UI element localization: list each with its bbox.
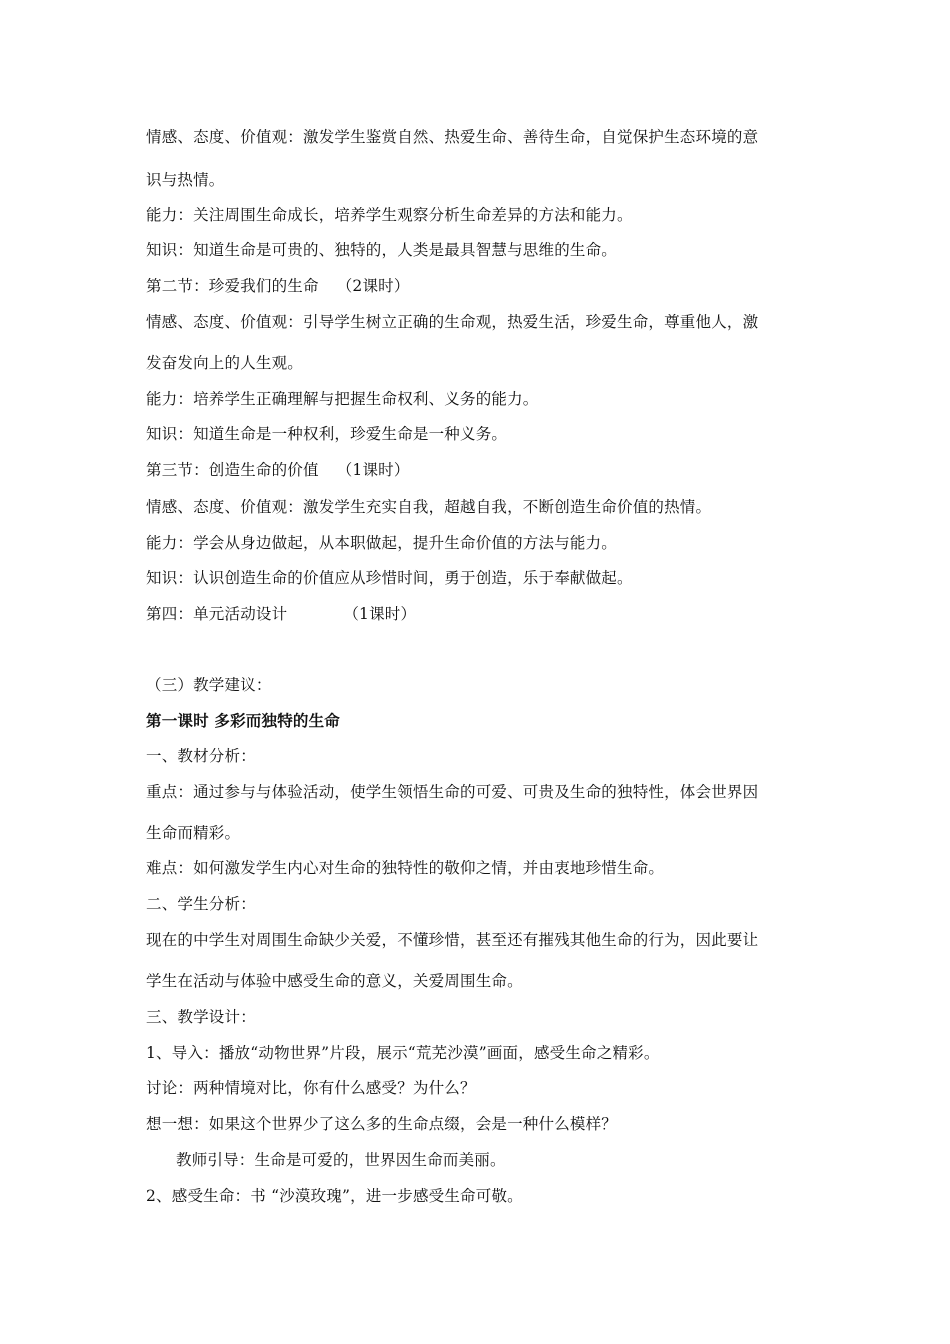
subsection-heading: （三）教学建议： <box>146 676 272 694</box>
text-line: 二、学生分析： <box>146 895 256 913</box>
text-line: 学生在活动与体验中感受生命的意义，关爱周围生命。 <box>146 972 523 990</box>
text-line: 现在的中学生对周围生命缺少关爱，不懂珍惜，甚至还有摧残其他生命的行为，因此要让 <box>146 931 759 949</box>
text-line: 一、教材分析： <box>146 747 256 765</box>
text-line: 教师引导：生命是可爱的，世界因生命而美丽。 <box>176 1151 506 1169</box>
section-heading <box>146 604 826 624</box>
section-hours: （2课时） <box>336 277 410 295</box>
text-line: 发奋发向上的人生观。 <box>146 354 304 372</box>
text-line: 1、导入：播放“动物世界”片段，展示“荒芜沙漠”画面，感受生命之精彩。 <box>146 1044 660 1062</box>
text-line: 知识：知道生命是可贵的、独特的，人类是最具智慧与思维的生命。 <box>146 241 618 259</box>
text-line: 生命而精彩。 <box>146 824 241 842</box>
section-title: 第三节：创造生命的价值 <box>146 461 319 479</box>
section-title: 第四：单元活动设计 <box>146 605 288 623</box>
text-line: 情感、态度、价值观：激发学生充实自我，超越自我，不断创造生命价值的热情。 <box>146 498 712 516</box>
text-line: 能力：培养学生正确理解与把握生命权利、义务的能力。 <box>146 390 539 408</box>
text-line: 能力：学会从身边做起，从本职做起，提升生命价值的方法与能力。 <box>146 534 618 552</box>
text-line: 难点：如何激发学生内心对生命的独特性的敬仰之情，并由衷地珍惜生命。 <box>146 859 665 877</box>
section-hours: （1课时） <box>343 605 417 623</box>
text-line: 三、教学设计： <box>146 1008 256 1026</box>
text-line: 情感、态度、价值观：激发学生鉴赏自然、热爱生命、善待生命，自觉保护生态环境的意 <box>146 128 759 146</box>
text-line: 2、感受生命：书 “沙漠玫瑰”，进一步感受生命可敬。 <box>146 1187 523 1205</box>
text-line: 讨论：两种情境对比，你有什么感受？为什么？ <box>146 1079 476 1097</box>
text-line: 识与热情。 <box>146 171 225 189</box>
section-heading <box>146 276 826 296</box>
text-line: 重点：通过参与与体验活动，使学生领悟生命的可爱、可贵及生命的独特性，体会世界因 <box>146 783 759 801</box>
section-hours: （1课时） <box>336 461 410 479</box>
section-heading <box>146 460 826 480</box>
text-line: 能力：关注周围生命成长，培养学生观察分析生命差异的方法和能力。 <box>146 206 633 224</box>
text-line: 知识：认识创造生命的价值应从珍惜时间，勇于创造，乐于奉献做起。 <box>146 569 633 587</box>
text-line: 想一想：如果这个世界少了这么多的生命点缀，会是一种什么模样？ <box>146 1115 618 1133</box>
section-title: 第二节：珍爱我们的生命 <box>146 277 319 295</box>
text-line: 情感、态度、价值观：引导学生树立正确的生命观，热爱生活，珍爱生命，尊重他人，激 <box>146 313 759 331</box>
lesson-title: 第一课时 多彩而独特的生命 <box>146 711 340 730</box>
text-line: 知识：知道生命是一种权利，珍爱生命是一种义务。 <box>146 425 508 443</box>
